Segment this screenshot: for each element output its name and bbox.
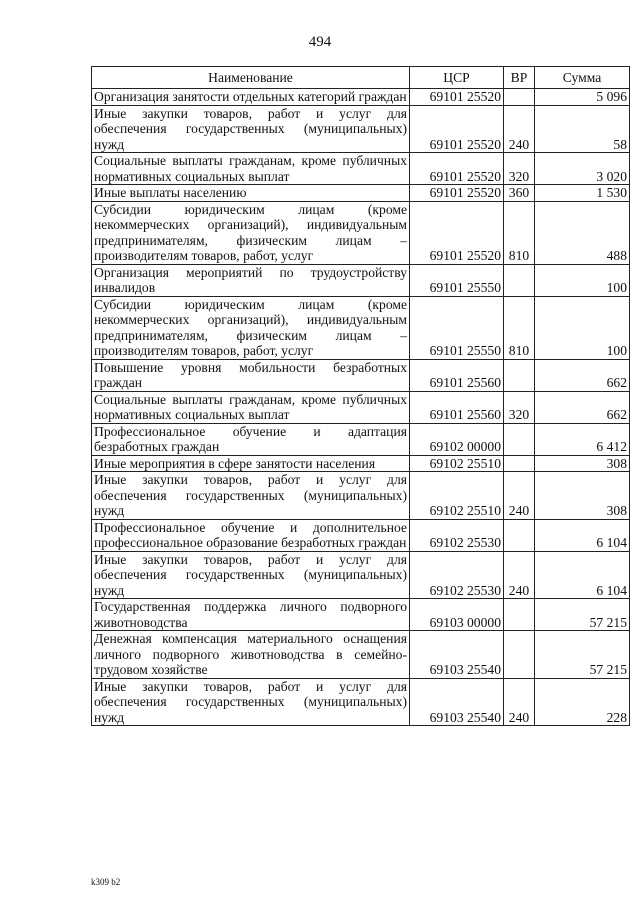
table-body — [92, 89, 630, 726]
row-vr-cell: 810 — [504, 296, 535, 359]
row-name-cell: Денежная компенсация материального оснащения личного подворного животноводства в семейно-трудовом хозяйстве — [92, 631, 410, 679]
row-csr-cell: 69101 25520 — [410, 105, 504, 153]
row-name-cell: Иные мероприятия в сфере занятости населения — [92, 455, 410, 472]
table-header-row — [92, 67, 630, 89]
row-sum-cell: 6 104 — [535, 551, 630, 599]
header-vr: ВР — [504, 67, 535, 89]
row-name-cell: Государственная поддержка личного подворного животноводства — [92, 599, 410, 631]
row-vr-cell — [504, 89, 535, 106]
row-vr-cell — [504, 599, 535, 631]
row-vr-cell: 240 — [504, 472, 535, 520]
row-sum-cell: 6 104 — [535, 519, 630, 551]
row-vr-cell: 240 — [504, 105, 535, 153]
header-csr: ЦСР — [410, 67, 504, 89]
table-row — [92, 296, 630, 359]
table-row — [92, 599, 630, 631]
row-csr-cell: 69101 25520 — [410, 185, 504, 202]
row-csr-cell: 69101 25520 — [410, 89, 504, 106]
row-csr-cell: 69101 25550 — [410, 296, 504, 359]
row-name-cell: Иные выплаты населению — [92, 185, 410, 202]
row-csr-cell: 69102 25530 — [410, 551, 504, 599]
row-csr-cell: 69101 25560 — [410, 359, 504, 391]
header-name: Наименование — [92, 67, 410, 89]
table-row — [92, 105, 630, 153]
row-sum-cell: 228 — [535, 678, 630, 726]
page-number: 494 — [308, 34, 332, 50]
row-name-cell: Иные закупки товаров, работ и услуг для обеспечения государственных (муниципальных) нужд — [92, 678, 410, 726]
table-row — [92, 519, 630, 551]
table-row — [92, 678, 630, 726]
table-row — [92, 423, 630, 455]
row-name-cell: Повышение уровня мобильности безработных граждан — [92, 359, 410, 391]
row-name-cell: Иные закупки товаров, работ и услуг для обеспечения государственных (муниципальных) нужд — [92, 551, 410, 599]
row-csr-cell: 69103 00000 — [410, 599, 504, 631]
row-vr-cell: 360 — [504, 185, 535, 202]
table-row — [92, 455, 630, 472]
row-sum-cell: 57 215 — [535, 599, 630, 631]
row-name-cell: Субсидии юридическим лицам (кроме некоммерческих организаций), индивидуальным предпринимателям, физическим лицам – производителям товаров, работ, услуг — [92, 296, 410, 359]
row-sum-cell: 488 — [535, 201, 630, 264]
row-name-cell: Профессиональное обучение и дополнительное профессиональное образование безработных граждан — [92, 519, 410, 551]
table-row — [92, 201, 630, 264]
row-sum-cell: 1 530 — [535, 185, 630, 202]
budget-table — [91, 66, 630, 726]
row-sum-cell: 662 — [535, 359, 630, 391]
row-name-cell: Субсидии юридическим лицам (кроме некоммерческих организаций), индивидуальным предпринимателям, физическим лицам – производителям товаров, работ, услуг — [92, 201, 410, 264]
row-name-cell: Организация занятости отдельных категорий граждан — [92, 89, 410, 106]
row-name-cell: Социальные выплаты гражданам, кроме публичных нормативных социальных выплат — [92, 153, 410, 185]
row-csr-cell: 69101 25560 — [410, 391, 504, 423]
table-row — [92, 359, 630, 391]
row-sum-cell: 58 — [535, 105, 630, 153]
row-sum-cell: 5 096 — [535, 89, 630, 106]
row-vr-cell: 320 — [504, 153, 535, 185]
row-csr-cell: 69102 25510 — [410, 472, 504, 520]
row-vr-cell: 320 — [504, 391, 535, 423]
table-row — [92, 472, 630, 520]
row-csr-cell: 69102 25510 — [410, 455, 504, 472]
row-vr-cell — [504, 455, 535, 472]
row-sum-cell: 100 — [535, 264, 630, 296]
table-row — [92, 153, 630, 185]
row-name-cell: Организация мероприятий по трудоустройству инвалидов — [92, 264, 410, 296]
row-vr-cell: 240 — [504, 678, 535, 726]
table-row — [92, 89, 630, 106]
row-csr-cell: 69102 00000 — [410, 423, 504, 455]
row-csr-cell: 69101 25520 — [410, 153, 504, 185]
row-vr-cell — [504, 423, 535, 455]
row-csr-cell: 69103 25540 — [410, 678, 504, 726]
table-row — [92, 185, 630, 202]
row-sum-cell: 57 215 — [535, 631, 630, 679]
row-name-cell: Иные закупки товаров, работ и услуг для обеспечения государственных (муниципальных) нужд — [92, 472, 410, 520]
row-sum-cell: 100 — [535, 296, 630, 359]
row-sum-cell: 308 — [535, 455, 630, 472]
table-row — [92, 631, 630, 679]
table-row — [92, 264, 630, 296]
row-sum-cell: 308 — [535, 472, 630, 520]
row-name-cell: Социальные выплаты гражданам, кроме публичных нормативных социальных выплат — [92, 391, 410, 423]
row-csr-cell: 69101 25520 — [410, 201, 504, 264]
row-sum-cell: 662 — [535, 391, 630, 423]
row-vr-cell — [504, 519, 535, 551]
row-csr-cell: 69102 25530 — [410, 519, 504, 551]
row-vr-cell: 240 — [504, 551, 535, 599]
table-row — [92, 391, 630, 423]
table-row — [92, 551, 630, 599]
row-vr-cell — [504, 264, 535, 296]
row-vr-cell — [504, 631, 535, 679]
row-sum-cell: 6 412 — [535, 423, 630, 455]
row-vr-cell — [504, 359, 535, 391]
header-sum: Сумма — [535, 67, 630, 89]
row-sum-cell: 3 020 — [535, 153, 630, 185]
row-vr-cell: 810 — [504, 201, 535, 264]
footer-code: k309 b2 — [91, 877, 121, 887]
row-name-cell: Иные закупки товаров, работ и услуг для обеспечения государственных (муниципальных) нужд — [92, 105, 410, 153]
row-csr-cell: 69103 25540 — [410, 631, 504, 679]
row-csr-cell: 69101 25550 — [410, 264, 504, 296]
row-name-cell: Профессиональное обучение и адаптация безработных граждан — [92, 423, 410, 455]
